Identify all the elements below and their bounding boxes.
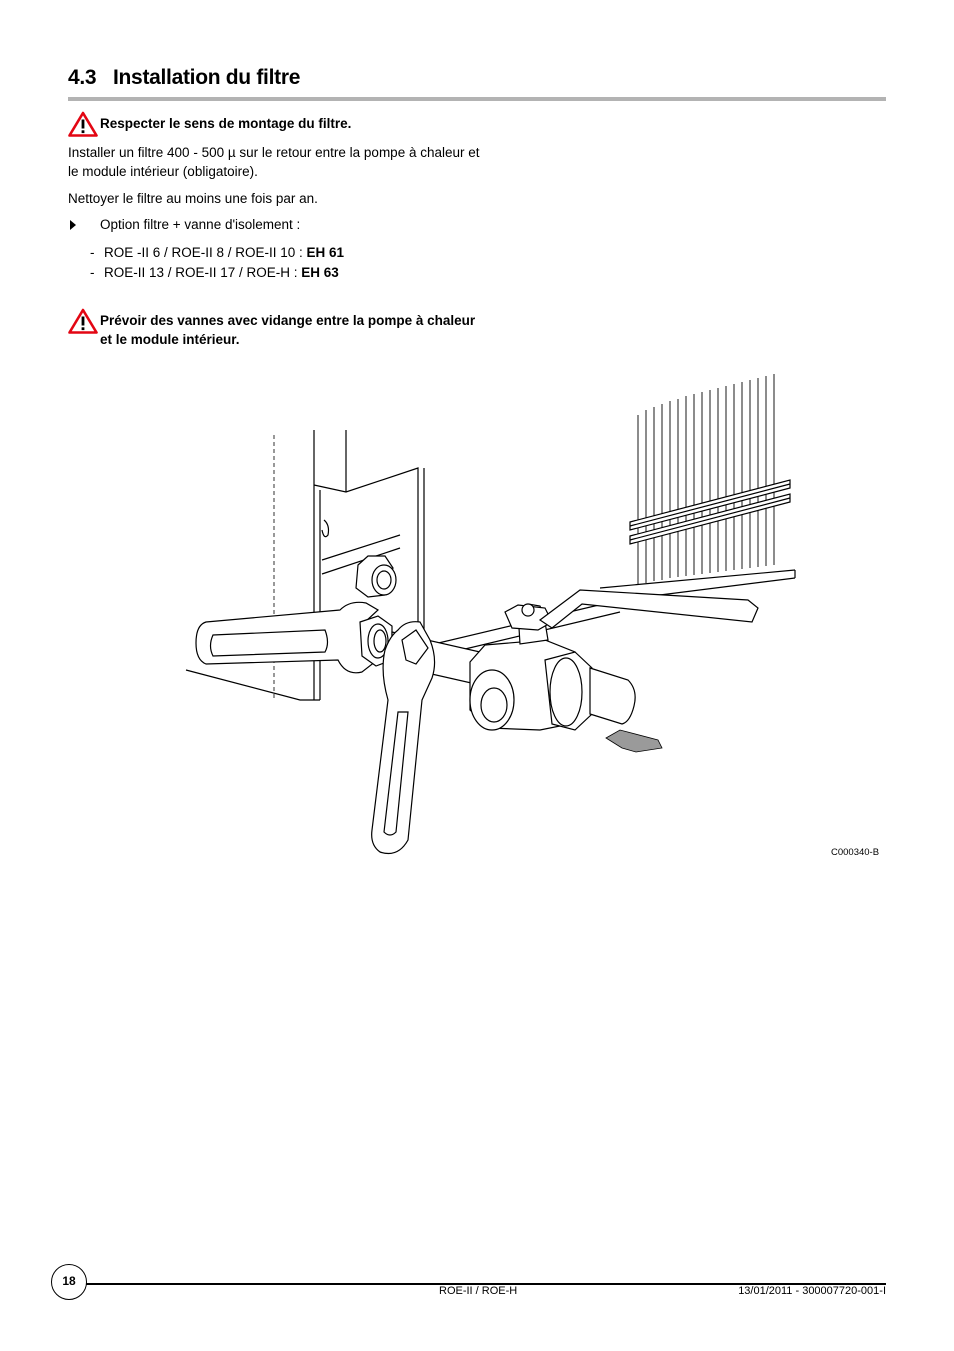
warning-montage-text: Respecter le sens de montage du filtre. [100, 116, 352, 131]
flow-arrow [606, 730, 662, 752]
option-code: EH 63 [301, 265, 339, 280]
warning-vannes-text [100, 311, 475, 349]
filter-clean-paragraph: Nettoyer le filtre au moins une fois par an. [68, 191, 318, 206]
option-models: ROE -II 6 / ROE-II 8 / ROE-II 10 : [104, 245, 307, 260]
warning-triangle-icon [68, 111, 98, 137]
heat-pump-fins [638, 374, 774, 585]
figure-reference: C000340-B [831, 847, 880, 858]
filter-install-paragraph: Installer un filtre 400 - 500 µ sur le retour entre la pompe à chaleur et le module intérieur (obligatoire). [68, 145, 480, 179]
section-title: Installation du filtre [113, 66, 301, 89]
option-item: - ROE -II 6 / ROE-II 8 / ROE-II 10 : EH 61 [90, 245, 345, 260]
section-number: 4.3 [68, 66, 97, 89]
title-divider [68, 97, 886, 101]
warning-triangle-icon [68, 308, 98, 334]
footer-document-ref: 13/01/2011 - 300007720-001-I [738, 1285, 886, 1297]
filter-installation-illustration [180, 370, 820, 860]
option-text: Option filtre + vanne d'isolement : [100, 217, 301, 232]
section-heading [68, 66, 300, 90]
triangle-bullet-icon [69, 219, 77, 231]
option-item: - ROE-II 13 / ROE-II 17 / ROE-H : EH 63 [90, 265, 339, 280]
warning-vannes-line2: et le module intérieur. [100, 332, 240, 347]
upper-fitting [356, 556, 396, 597]
page-number: 18 [51, 1264, 87, 1300]
footer-product: ROE-II / ROE-H [439, 1285, 518, 1297]
warning-vannes-line1: Prévoir des vannes avec vidange entre la pompe à chaleur [100, 313, 476, 328]
option-code: EH 61 [306, 245, 345, 260]
horizontal-wrench [196, 602, 380, 672]
option-models: ROE-II 13 / ROE-II 17 / ROE-H : [104, 265, 302, 280]
